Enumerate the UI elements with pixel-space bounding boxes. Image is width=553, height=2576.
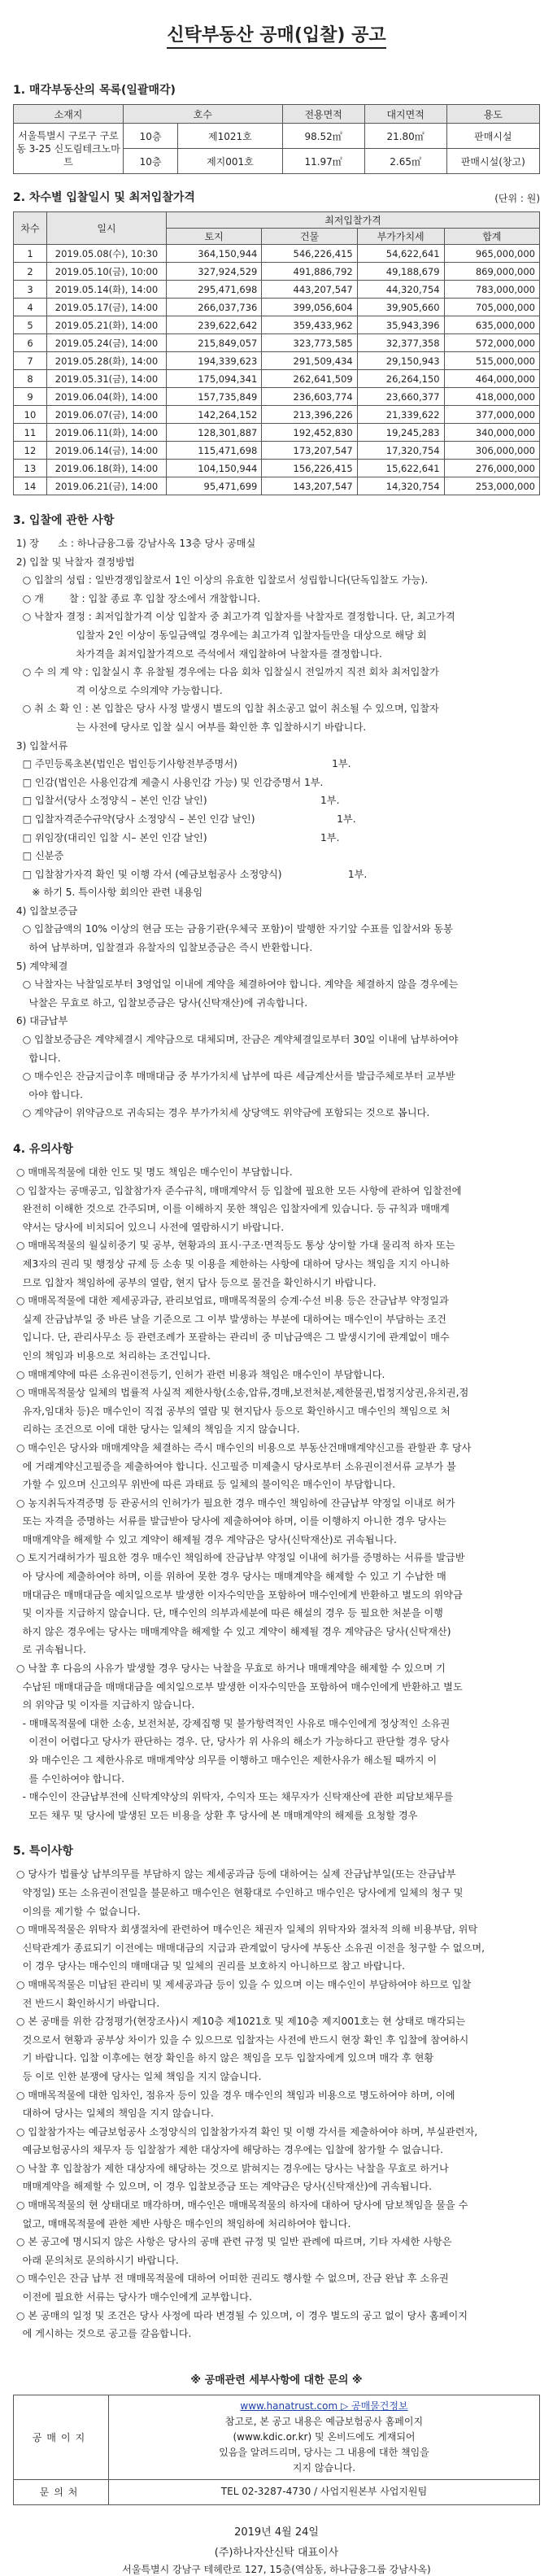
- contact-label: 문의처: [14, 2479, 109, 2504]
- text-line: 리하는 조건으로 이에 대한 당사는 일체의 책임을 지지 않습니다.: [13, 1423, 300, 1436]
- building-price-cell: 323,773,585: [262, 334, 357, 352]
- property-table: [13, 104, 540, 174]
- contact-line: 있음을 알려드리며, 당사는 그 내용에 대한 책임을: [219, 2446, 429, 2458]
- contact-line: (www.kdic.or.kr) 및 온비드에도 게재되어: [233, 2430, 416, 2443]
- unit-label: (단위 : 원): [494, 193, 540, 204]
- text-line: 이전이 어렵다고 당사가 판단하는 경우. 단, 당사가 위 사유의 해소가 가능하다고 판단할 경우 당사: [13, 1736, 450, 1748]
- text-line: ○ 매매목적물상 일체의 법률적 사실적 제한사항(소송,압류,경매,보전처분,제한물권,법정지상권,유치권,점: [13, 1387, 469, 1399]
- header-area: 전용면적: [282, 105, 364, 124]
- text-line: 것으로서 현황과 공부상 차이가 있을 수 있으므로 입찰자는 사전에 반드시 현장 확인 후 입찰에 참여하시: [13, 2033, 469, 2046]
- text-line: □ 입찰서(당사 소정양식 – 본인 인감 날인) 1부.: [13, 795, 340, 807]
- header-total: 합계: [444, 229, 539, 245]
- text-line: 인의 책임과 비용으로 처리하는 조건입니다.: [13, 1349, 211, 1362]
- text-line: ○ 낙찰 후 다음의 사유가 발생할 경우 당사는 낙찰을 무효로 하거나 매매계약을 해제할 수 있으며 기: [13, 1663, 446, 1675]
- precautions: [13, 1163, 540, 1824]
- building-price-cell: 192,452,830: [262, 424, 357, 442]
- building-price-cell: 236,603,774: [262, 388, 357, 406]
- text-line: 입니다. 단, 관리사무소 등 관련조례가 포괄하는 관리비 중 미납금액은 그 발생시기에 관계없이 매수: [13, 1332, 450, 1344]
- text-line: ○ 당사가 법률상 납부의무를 부담하지 않는 제세공과금 등에 대하여는 실제 잔금납부일(또는 잔금납부: [13, 1868, 456, 1881]
- schedule-row: [14, 442, 540, 460]
- land-price-cell: 266,037,736: [167, 299, 262, 316]
- text-line: 대하여 당사는 일체의 책임을 지지 않습니다.: [13, 2107, 214, 2120]
- building-price-cell: 399,056,604: [262, 299, 357, 316]
- text-line: 3) 입찰서류: [13, 739, 68, 752]
- building-price-cell: 143,207,547: [262, 477, 357, 495]
- floor-cell: 10층: [124, 149, 178, 174]
- date-cell: 2019.06.04(화), 14:00: [47, 388, 167, 406]
- vat-cell: 23,660,377: [357, 388, 444, 406]
- text-line: □ 주민등록초본(법인은 법인등기사항전부증명서) 1부.: [13, 758, 351, 770]
- special-notes: [13, 1865, 540, 2343]
- text-line: 이전에 필요한 서류는 당사가 매수인에게 교부합니다.: [13, 2291, 252, 2304]
- notice-date: 2019년 4월 24일: [234, 2526, 319, 2539]
- text-line: ○ 매매목적물에 대한 인도 및 명도 책임은 매수인이 부담합니다.: [13, 1166, 293, 1178]
- schedule-row: [14, 245, 540, 263]
- text-line: □ 위임장(대리인 입찰 시– 본인 인감 날인) 1부.: [13, 831, 340, 843]
- text-line: 와 매수인은 그 제한사유로 매매계약상 의무를 이행하고 매수인은 제한사유가 해소될 때까지 이: [13, 1754, 438, 1766]
- vat-cell: 14,320,754: [357, 477, 444, 495]
- text-line: □ 인감(법인은 사용인감계 제출시 사용인감 가능) 및 인감증명서 1부.: [13, 776, 324, 788]
- round-cell: 6: [14, 334, 47, 352]
- text-line: ○ 낙찰자는 낙찰일로부터 3영업일 이내에 계약을 체결하여야 합니다. 계약을 체결하지 않을 경우에는: [13, 979, 459, 991]
- text-line: ○ 매매목적물은 위탁자 회생절차에 관련하여 매수인은 채권자 일체의 위탁자와 절차적 의해 비용부담, 위탁: [13, 1924, 478, 1936]
- header-building-price: 건물: [262, 229, 357, 245]
- text-line: ○ 본 공매의 일정 및 조건은 당사 사정에 따라 변경될 수 있으며, 이 경우 별도의 공고 없이 당사 홈페이지: [13, 2309, 468, 2321]
- text-line: ○ 입찰자는 공매공고, 입찰참가자 준수규칙, 매매계약서 등 입찰에 필요한 모든 사항에 관하여 입찰전에: [13, 1184, 462, 1196]
- location-cell: 서울특별시 구로구 구로동 3-25 신도림테크노마트: [14, 124, 124, 174]
- land-price-cell: 95,471,699: [167, 477, 262, 495]
- text-line: 입찰자 2인 이상이 동일금액일 경우에는 최고가격 입찰자들만을 대상으로 해당 회: [13, 629, 427, 641]
- schedule-row: [14, 424, 540, 442]
- text-line: 이의를 제기할 수 없습니다.: [13, 1905, 141, 1917]
- date-cell: 2019.05.08(수), 10:30: [47, 245, 167, 263]
- text-line: ○ 매매목적물의 현 상태대로 매각하며, 매수인은 매매목적물의 하자에 대하여 당사에 담보책임을 물을 수: [13, 2199, 468, 2212]
- vat-cell: 19,245,283: [357, 424, 444, 442]
- round-cell: 2: [14, 263, 47, 281]
- text-line: □ 입찰참가자격 확인 및 이행 각서 (예금보험공사 소정양식) 1부.: [13, 868, 368, 880]
- schedule-row: [14, 406, 540, 424]
- section-5-heading: 5. 특이사항: [13, 1845, 74, 1859]
- bid-terms: [13, 534, 540, 1122]
- text-line: - 매매목적물에 대한 소송, 보전처분, 강제집행 및 불가항력적인 사유로 매수인에게 정상적인 소유권: [13, 1717, 451, 1729]
- text-line: ○ 매수인은 잔금 납부 전 매매목적물에 대하여 어떠한 권리도 행사할 수 없으며, 잔금 완납 후 소유권: [13, 2273, 449, 2285]
- schedule-row: [14, 334, 540, 352]
- date-cell: 2019.06.14(금), 14:00: [47, 442, 167, 460]
- text-line: 예금보험공사의 채무자 등 입찰참가 제한 대상자에 해당하는 경우에는 입찰에 참가할 수 없습니다.: [13, 2144, 444, 2156]
- building-price-cell: 443,207,547: [262, 281, 357, 299]
- vat-cell: 21,339,622: [357, 406, 444, 424]
- text-line: ○ 취 소 확 인 : 본 입찰은 당사 사정 발생시 별도의 입찰 취소공고 없이 취소될 수 있으며, 입찰자: [13, 703, 439, 715]
- date-cell: 2019.05.31(금), 14:00: [47, 370, 167, 388]
- text-line: □ 신분증: [13, 850, 64, 862]
- schedule-row: [14, 460, 540, 477]
- text-line: 매대금은 매매대금을 예치일으로부 발생한 이자수익만을 포함하여 매수인에게 반환하고 별도의 위약금: [13, 1589, 463, 1601]
- building-price-cell: 173,207,547: [262, 442, 357, 460]
- vat-cell: 49,188,679: [357, 263, 444, 281]
- date-cell: 2019.06.18(화), 14:00: [47, 460, 167, 477]
- text-line: ○ 본 공고에 명시되지 않은 사항은 당사의 공매 관련 규정 및 일반 관례에 따르며, 기타 자세한 사항은: [13, 2236, 452, 2248]
- text-line: ○ 매매목적물에 대한 임차인, 점유자 등이 있을 경우 매수인의 책임과 비용으로 명도하여야 하며, 이에: [13, 2089, 455, 2101]
- text-line: 및 이자를 지급하지 않습니다. 단, 매수인의 의부과세분에 따른 해설의 경우 등 필요한 처분을 이행: [13, 1607, 443, 1619]
- text-line: 2) 입찰 및 낙찰자 결정방법: [13, 556, 135, 568]
- text-line: ○ 매매목적물의 월실히중기 및 공부, 현황과의 표시·구조·면적등도 통상 상이할 가대 물리적 하자 또는: [13, 1240, 455, 1252]
- contact-phone: TEL 02-3287-4730 / 사업지원본부 사업지원팀: [109, 2479, 540, 2504]
- use-cell: 판매시설: [446, 124, 539, 149]
- text-line: 가할 수 있으며 신고의무 위반에 따른 과태료 등 일체의 불이익은 매수인이 부담합니다.: [13, 1479, 396, 1491]
- unit-cell: 제지001호: [178, 149, 282, 174]
- text-line: 6) 대금납부: [13, 1015, 68, 1027]
- text-line: 전 반드시 확인하시기 바랍니다.: [13, 1997, 160, 2009]
- text-line: ○ 입찰의 성립 : 일반경쟁입찰로서 1인 이상의 유효한 입찰로서 성립합니다(단독입찰도 가능).: [13, 574, 429, 586]
- round-cell: 8: [14, 370, 47, 388]
- header-land-price: 토지: [167, 229, 262, 245]
- text-line: ○ 토지거래허가가 필요한 경우 매수인 책임하에 잔금납부 약정일 이내에 허가를 증명하는 서류를 발급받: [13, 1552, 465, 1564]
- building-price-cell: 546,226,415: [262, 245, 357, 263]
- header-land: 대지면적: [364, 105, 446, 124]
- building-price-cell: 262,641,509: [262, 370, 357, 388]
- text-line: 또는 자격을 증명하는 서류를 발급받아 당사에 제출하여야 하며, 이를 이행하지 아니한 경우 당사는: [13, 1515, 446, 1528]
- land-price-cell: 239,622,642: [167, 316, 262, 334]
- total-cell: 340,000,000: [444, 424, 539, 442]
- text-line: ○ 낙찰 후 입찰참가 제한 대상자에 해당하는 것으로 밝혀지는 경우에는 당사는 낙찰을 무효로 하거나: [13, 2162, 449, 2174]
- table-row: [14, 2395, 540, 2479]
- building-price-cell: 156,226,415: [262, 460, 357, 477]
- text-line: 약서는 당사에 비치되어 있으니 사전에 열람하시기 바랍니다.: [13, 1221, 285, 1233]
- header-date: 일시: [47, 212, 167, 245]
- text-line: □ 입찰자격준수규약(당사 소정양식 – 본인 인감 날인) 1부.: [13, 813, 356, 825]
- land-price-cell: 175,094,341: [167, 370, 262, 388]
- text-line: ○ 매매목적물에 대한 제세공과금, 관리보업료, 매매목적물의 승계·수선 비용 등은 잔금납부 약정일과: [13, 1295, 449, 1307]
- text-line: ○ 입찰금액의 10% 이상의 현금 또는 금융기관(우체국 포함)이 발행한 자기앞 수표를 입찰서와 동봉: [13, 923, 453, 935]
- text-line: ※ 하기 5. 특이사항 회의안 관련 내용임: [13, 887, 203, 899]
- section-1-heading: 1. 매각부동산의 목록(일괄매각): [13, 84, 176, 97]
- area-cell: 11.97㎡: [282, 149, 364, 174]
- total-cell: 965,000,000: [444, 245, 539, 263]
- homepage-link[interactable]: www.hanatrust.com ▷ 공매물건정보: [240, 2399, 408, 2412]
- date-cell: 2019.05.28(화), 14:00: [47, 352, 167, 370]
- date-cell: 2019.06.07(금), 14:00: [47, 406, 167, 424]
- round-cell: 10: [14, 406, 47, 424]
- schedule-row: [14, 370, 540, 388]
- date-cell: 2019.05.14(화), 14:00: [47, 281, 167, 299]
- round-cell: 11: [14, 424, 47, 442]
- text-line: 실제 잔금납부일 중 바른 날을 기준으로 그 이부 발생하는 부분에 대하여는 매수인이 부담하는 조건: [13, 1313, 446, 1325]
- company-name: (주)하나자산신탁 대표이사: [214, 2546, 339, 2559]
- text-line: ○ 매수인은 당사와 매매계약을 체결하는 즉시 매수인의 비용으로 부동산건매매계약신고를 관할관 후 당사: [13, 1441, 472, 1454]
- header-round: 차수: [14, 212, 47, 245]
- section-4-heading: 4. 유의사항: [13, 1143, 74, 1156]
- text-line: ○ 농지취득자격증명 등 관공서의 인허가가 필요한 경우 매수인 책임하에 잔금납부 약정일 이내로 허가: [13, 1497, 455, 1509]
- contact-header: ※ 공매관련 세부사항에 대한 문의 ※: [190, 2373, 363, 2386]
- contact-line: 지지 않습니다.: [292, 2461, 356, 2474]
- date-cell: 2019.05.21(화), 14:00: [47, 316, 167, 334]
- use-cell: 판매시설(창고): [446, 149, 539, 174]
- text-line: 이 경우 당사는 매수인의 매매대금 및 일체의 권리를 보호하지 아니하므로 참고 바랍니다.: [13, 1960, 405, 1972]
- text-line: 차가격을 최저입찰가격으로 즉석에서 재입찰하여 낙찰자를 결정합니다.: [13, 647, 382, 660]
- vat-cell: 29,150,943: [357, 352, 444, 370]
- land-price-cell: 194,339,623: [167, 352, 262, 370]
- text-line: 에 게시하는 것으로 공고를 갈음합니다.: [13, 2328, 192, 2340]
- total-cell: 464,000,000: [444, 370, 539, 388]
- schedule-header: [14, 212, 540, 229]
- text-line: 약정일) 또는 소유권이전일을 불문하고 매수인은 현황대로 수인하고 매수인은 당사에게 일체의 청구 및: [13, 1886, 464, 1898]
- schedule-row: [14, 316, 540, 334]
- text-line: ○ 개 찰 : 입찰 종료 후 입찰 장소에서 개찰합니다.: [13, 592, 261, 604]
- round-cell: 4: [14, 299, 47, 316]
- land-price-cell: 215,849,057: [167, 334, 262, 352]
- total-cell: 253,000,000: [444, 477, 539, 495]
- schedule-row: [14, 477, 540, 495]
- total-cell: 515,000,000: [444, 352, 539, 370]
- building-price-cell: 491,886,792: [262, 263, 357, 281]
- text-line: 유자,임대차 등)은 매수인이 직접 공부의 열람 및 현지답사 등으로 확인하시고 매수인의 책임으로 처: [13, 1405, 451, 1417]
- text-line: 수납된 매매대금을 매매대금을 예치일으로부 발생한 이자수익만을 포함하여 매수인에게 반환하고 별도: [13, 1680, 463, 1693]
- building-price-cell: 291,509,434: [262, 352, 357, 370]
- vat-cell: 17,320,754: [357, 442, 444, 460]
- text-line: 에 거래계약신고필증을 제출하여야 합니다. 신고필증 미제출시 당사로부터 소유권이전서류 교부가 불: [13, 1460, 456, 1472]
- round-cell: 7: [14, 352, 47, 370]
- header-vat: 부가가치세: [357, 229, 444, 245]
- text-line: 5) 계약체결: [13, 960, 68, 972]
- date-cell: 2019.05.10(금), 10:00: [47, 263, 167, 281]
- schedule-row: [14, 352, 540, 370]
- text-line: 기 바랍니다. 입찰 이후에는 현장 확인을 하지 않은 책임을 모두 입찰자에게 있으며 매각 후 현황: [13, 2052, 434, 2064]
- area-cell: 98.52㎡: [282, 124, 364, 149]
- land-price-cell: 295,471,698: [167, 281, 262, 299]
- contact-line: 참고로, 본 공고 내용은 예금보험공사 홈페이지: [224, 2415, 424, 2427]
- total-cell: 705,000,000: [444, 299, 539, 316]
- text-line: ○ 수 의 계 약 : 입찰실시 후 유찰될 경우에는 다음 회차 입찰실시 전일까지 직전 회차 최저입찰가: [13, 666, 439, 678]
- schedule-body: [14, 245, 540, 495]
- total-cell: 276,000,000: [444, 460, 539, 477]
- round-cell: 3: [14, 281, 47, 299]
- schedule-row: [14, 388, 540, 406]
- total-cell: 418,000,000: [444, 388, 539, 406]
- contact-label: 공매이지: [14, 2395, 109, 2479]
- text-line: 므로 입찰자 책임하에 공부의 열람, 현지 답사 등으로 물건을 확인하시기 바랍니다.: [13, 1276, 377, 1288]
- round-cell: 13: [14, 460, 47, 477]
- schedule-row: [14, 281, 540, 299]
- text-line: 신탁관계가 종료되기 이전에는 매매대금의 지급과 관계없이 당사에 부동산 소유권 이전을 청구할 수 없으며,: [13, 1942, 486, 1954]
- land-price-cell: 128,301,887: [167, 424, 262, 442]
- round-cell: 9: [14, 388, 47, 406]
- header-location: 소재지: [14, 105, 124, 124]
- text-line: 로 귀속됩니다.: [13, 1644, 87, 1656]
- date-cell: 2019.06.11(화), 14:00: [47, 424, 167, 442]
- date-cell: 2019.06.21(금), 14:00: [47, 477, 167, 495]
- text-line: 하지 않은 경우에는 당사는 매매계약을 해제할 수 있고 계약이 해제될 경우 계약금은 당사(신탁재산): [13, 1625, 451, 1637]
- total-cell: 869,000,000: [444, 263, 539, 281]
- date-cell: 2019.05.24(금), 14:00: [47, 334, 167, 352]
- total-cell: 572,000,000: [444, 334, 539, 352]
- total-cell: 306,000,000: [444, 442, 539, 460]
- schedule-table: [13, 211, 540, 495]
- land-price-cell: 142,264,152: [167, 406, 262, 424]
- vat-cell: 39,905,660: [357, 299, 444, 316]
- text-line: 합니다.: [13, 1052, 61, 1064]
- text-line: ○ 매수인은 잔금지급이후 매매대금 중 부가가치세 납부에 따른 세금계산서를 발급주체로부터 교부받: [13, 1070, 455, 1083]
- vat-cell: 54,622,641: [357, 245, 444, 263]
- text-line: ○ 입찰참가자는 예금보험공사 소정양식의 입찰참가자격 확인 및 이행 각서를 제출하여야 하며, 부실관련자,: [13, 2125, 478, 2138]
- total-cell: 783,000,000: [444, 281, 539, 299]
- text-line: 하여 납부하며, 입찰결과 유찰자의 입찰보증금은 즉시 반환합니다.: [13, 942, 313, 954]
- round-cell: 14: [14, 477, 47, 495]
- text-line: ○ 매매목적물은 미납된 관리비 및 제세공과금 등이 있을 수 있으며 이는 매수인이 부담하여야 하므로 입찰: [13, 1978, 472, 1990]
- header-min-price: 최저입찰가격: [167, 212, 540, 229]
- text-line: 등 이로 인한 분쟁에 당사는 일체 책임을 지지 않습니다.: [13, 2070, 262, 2082]
- section-2-heading-row: [13, 189, 540, 205]
- land-price-cell: 327,924,529: [167, 263, 262, 281]
- land-price-cell: 157,735,849: [167, 388, 262, 406]
- vat-cell: 32,377,358: [357, 334, 444, 352]
- text-line: 없고, 매매목적물에 관한 제반 사항은 매수인의 책임하에 처리하여야 합니다.: [13, 2217, 351, 2229]
- section-3-heading: 3. 입찰에 관한 사항: [13, 514, 115, 527]
- vat-cell: 44,320,754: [357, 281, 444, 299]
- text-line: 는 사전에 당사로 입찰 실시 여부를 확인한 후 입찰하시기 바랍니다.: [13, 721, 367, 733]
- vat-cell: 26,264,150: [357, 370, 444, 388]
- round-cell: 5: [14, 316, 47, 334]
- text-line: 제3자의 권리 및 행정상 규제 등 소송 및 이용을 제한하는 사항에 대하여 당사는 책임을 지지 아니하: [13, 1257, 450, 1270]
- text-line: 4) 입찰보증금: [13, 904, 78, 917]
- text-line: - 매수인이 잔금납부전에 신탁계약상의 위탁자, 수익자 또는 채무자가 신탁재산에 관한 피담보채무를: [13, 1791, 454, 1803]
- text-line: 아래 문의처로 문의하시기 바랍니다.: [13, 2254, 179, 2266]
- text-line: 아 당사에 제출하여야 하며, 이를 위하여 못한 경우 당사는 매매계약을 해제할 수 있고 기 수납한 매: [13, 1571, 446, 1583]
- schedule-row: [14, 299, 540, 316]
- round-cell: 12: [14, 442, 47, 460]
- schedule-row: [14, 263, 540, 281]
- text-line: 낙찰은 무효로 하고, 입찰보증금은 당사(신탁재산)에 귀속합니다.: [13, 996, 308, 1009]
- text-line: 아야 합니다.: [13, 1088, 83, 1101]
- text-line: 매매계약을 해제할 수 있고 계약이 해제될 경우 계약금은 당사(신탁재산)로 귀속됩니다.: [13, 1533, 397, 1545]
- notice-page: [13, 0, 540, 2576]
- text-line: ○ 본 공매를 위한 감정평가(현장조사)시 제10층 제1021호 및 제10층 제지001호는 현 상태로 매각되는: [13, 2016, 466, 2028]
- text-line: 격 이상으로 수의계약 가능합니다.: [13, 684, 223, 696]
- round-cell: 1: [14, 245, 47, 263]
- page-title: 신탁부동산 공매(입찰) 공고: [13, 0, 540, 68]
- property-table-header: [14, 105, 540, 124]
- text-line: 완전히 이해한 것으로 간주되며, 이를 이해하지 못한 책임은 입찰자에게 있습니다. 등 규칙과 매매계: [13, 1203, 450, 1215]
- land-price-cell: 104,150,944: [167, 460, 262, 477]
- text-line: ○ 매매계약에 따른 소유권이전등기, 인허가 관련 비용과 책임은 매수인이 부담합니다.: [13, 1368, 385, 1380]
- total-cell: 377,000,000: [444, 406, 539, 424]
- land-price-cell: 115,471,698: [167, 442, 262, 460]
- vat-cell: 35,943,396: [357, 316, 444, 334]
- company-address: 서울특별시 강남구 테헤란로 127, 15층(역삼동, 하나금융그룹 강남사옥): [122, 2563, 431, 2575]
- header-unit: 호수: [124, 105, 283, 124]
- floor-cell: 10층: [124, 124, 178, 149]
- header-use: 용도: [446, 105, 539, 124]
- table-row: [14, 124, 540, 149]
- section-2-heading: 2. 차수별 입찰일시 및 최저입찰가격: [13, 191, 195, 204]
- contact-table: [13, 2395, 540, 2505]
- text-line: 1) 장 소 : 하나금융그룹 강남사옥 13층 당사 공매실: [13, 538, 256, 549]
- contact-value: [109, 2395, 540, 2479]
- date-cell: 2019.05.17(금), 14:00: [47, 299, 167, 316]
- land-cell: 2.65㎡: [364, 149, 446, 174]
- total-cell: 635,000,000: [444, 316, 539, 334]
- text-line: 모든 채무 및 당사에 발생된 모든 비용을 상환 후 당사에 본 매매계약의 해제를 요청할 경우: [13, 1809, 418, 1821]
- building-price-cell: 213,396,226: [262, 406, 357, 424]
- text-line: ○ 낙찰자 결정 : 최저입찰가격 이상 입찰자 중 최고가격 입찰자를 낙찰자로 결정합니다. 단, 최고가격: [13, 611, 455, 623]
- building-price-cell: 359,433,962: [262, 316, 357, 334]
- vat-cell: 15,622,641: [357, 460, 444, 477]
- land-price-cell: 364,150,944: [167, 245, 262, 263]
- text-line: ○ 계약금이 위약금으로 귀속되는 경우 부가가치세 상당액도 위약금에 포함되는 것으로 봅니다.: [13, 1107, 430, 1119]
- text-line: 의 위약금 및 이자를 지급하지 않습니다.: [13, 1699, 195, 1711]
- unit-cell: 제1021호: [178, 124, 282, 149]
- land-cell: 21.80㎡: [364, 124, 446, 149]
- text-line: 를 수인하여야 합니다.: [13, 1772, 124, 1785]
- text-line: ○ 입찰보증금은 계약체결시 계약금으로 대체되며, 잔금은 계약체결일로부터 30일 이내에 납부하여야: [13, 1034, 459, 1046]
- text-line: 매매계약을 해제할 수 있으며, 이 경우 입찰보증금 또는 계약금은 당사(신탁재산)에 귀속됩니다.: [13, 2181, 432, 2193]
